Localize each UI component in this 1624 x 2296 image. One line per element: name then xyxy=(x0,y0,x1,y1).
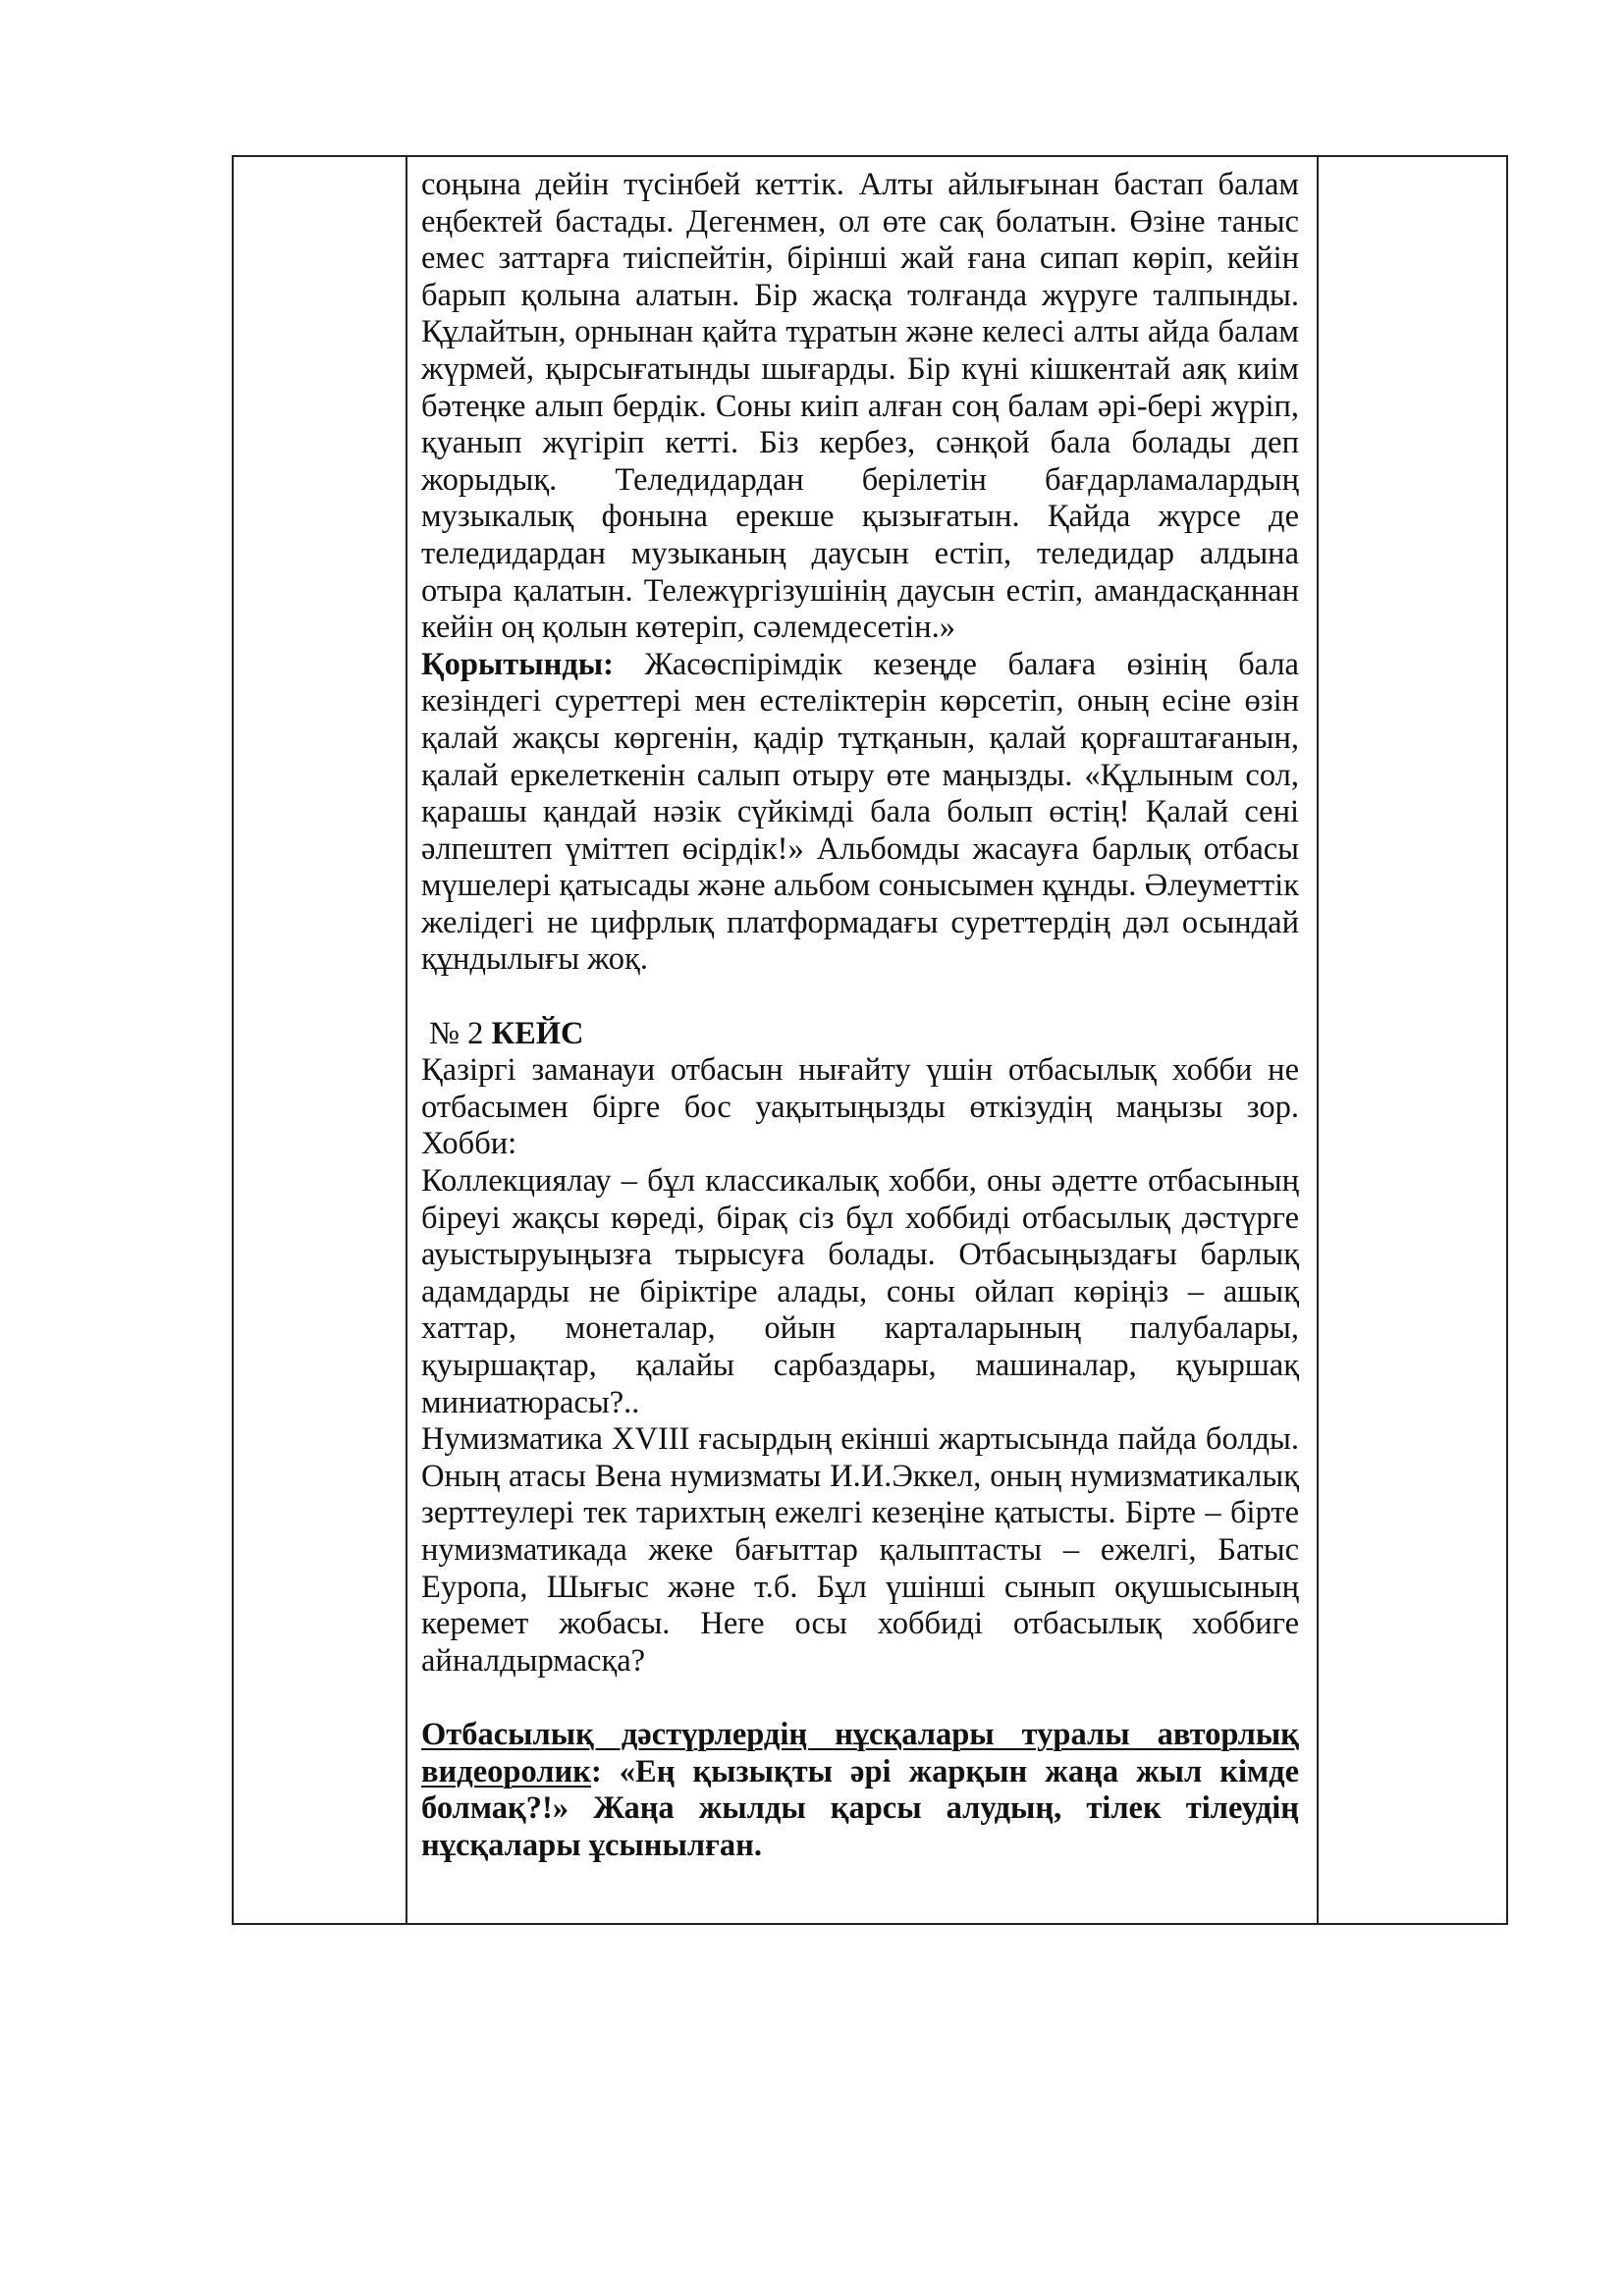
conclusion-label: Қорытынды: xyxy=(421,646,614,682)
table-right-cell xyxy=(1319,157,1506,1923)
spacer xyxy=(421,979,1299,1016)
case-intro-paragraph: Қазіргі заманауи отбасын нығайту үшін отбасылық хобби не отбасымен бірге бос уақытыңызды өткізудің маңызы зор. Хобби: xyxy=(421,1052,1299,1162)
video-paragraph xyxy=(421,1717,1299,1864)
collecting-paragraph: Коллекциялау – бұл классикалық хобби, оны әдетте отбасының біреуі жақсы көреді, бірақ сіз бұл хоббиді отбасылық дәстүрге ауыстыруыңызға тырысуға болады. Отбасыңыздағы барлық адамдарды не біріктіре алады, соны ойлап көріңіз – ашық хаттар, монеталар, ойын карталарының палубалары, қуыршақтар, қалайы сарбаздары, машиналар, қуыршақ миниатюрасы?.. xyxy=(421,1163,1299,1420)
video-text: «Ең қызықты әрі жарқын жаңа жыл кімде болмақ?!» Жаңа жылды қарсы алудың, тілек тілеудің нұсқалары ұсынылған. xyxy=(421,1753,1299,1863)
conclusion-paragraph xyxy=(421,647,1299,979)
case-number: № 2 xyxy=(429,1015,492,1051)
story-paragraph: соңына дейін түсінбей кеттік. Алты айлығынан бастап балам еңбектей бастады. Дегенмен, ол өте сақ болатын. Өзіне таныс емес заттарға тиіспейтін, бірінші жай ғана сипап көріп, кейін барып қолына алатын. Бір жасқа толғанда жүруге талпынды. Құлайтын, орнынан қайта тұратын және келесі алты айда балам жүрмей, қырсығатынды шығарды. Бір күні кішкентай аяқ киім бәтеңке алып бердік. Соны киіп алған соң балам әрі-бері жүріп, қуанып жүгіріп кетті. Біз кербез, сәнқой бала болады деп жорыдық. Теледидардан берілетін бағдарламалардың музыкалық фонына ерекше қызығатын. Қайда жүрсе де теледидардан музыканың даусын естіп, теледидар алдына отыра қалатын. Тележүргізушінің даусын естіп, амандасқаннан кейін оң қолын көтеріп, сәлемдесетін.» xyxy=(421,167,1299,646)
content-table xyxy=(232,155,1508,1925)
case-label: КЕЙС xyxy=(491,1015,584,1051)
conclusion-text: Жасөспірімдік кезеңде балаға өзінің бала кезіндегі суреттері мен естеліктерін көрсетіп, оның есіне өзін қалай жақсы көргенін, қадір тұтқанын, қалай қорғаштағанын, қалай еркелеткенін салып отыру өте маңызды. «Құлыным сол, қарашы қандай нәзік сүйкімді бала болып өстің! Қалай сені әлпештеп үміттеп өсірдік!» Альбомды жасауға барлық отбасы мүшелері қатысады және альбом сонысымен құнды. Әлеуметтік желідегі не цифрлық платформадағы суреттердің дәл осындай құндылығы жоқ. xyxy=(421,646,1299,978)
video-colon: : xyxy=(590,1753,602,1789)
numismatics-paragraph: Нумизматика XVIII ғасырдың екінші жартысында пайда болды. Оның атасы Вена нумизматы И.И.Эккел, оның нумизматикалық зерттеулері тек тарихтың ежелгі кезеңіне қатысты. Бірте – бірте нумизматикада жеке бағыттар қалыптасты – ежелгі, Батыс Еуропа, Шығыс және т.б. Бұл үшінші сынып оқушысының керемет жобасы. Неге осы хоббиді отбасылық хоббиге айналдырмасқа? xyxy=(421,1421,1299,1679)
case-heading xyxy=(421,1016,1299,1053)
table-main-cell xyxy=(407,157,1319,1923)
spacer xyxy=(421,1680,1299,1717)
video-label: Отбасылық дәстүрлердің нұсқалары туралы авторлық видеоролик xyxy=(421,1716,1299,1789)
table-left-cell xyxy=(234,157,407,1923)
